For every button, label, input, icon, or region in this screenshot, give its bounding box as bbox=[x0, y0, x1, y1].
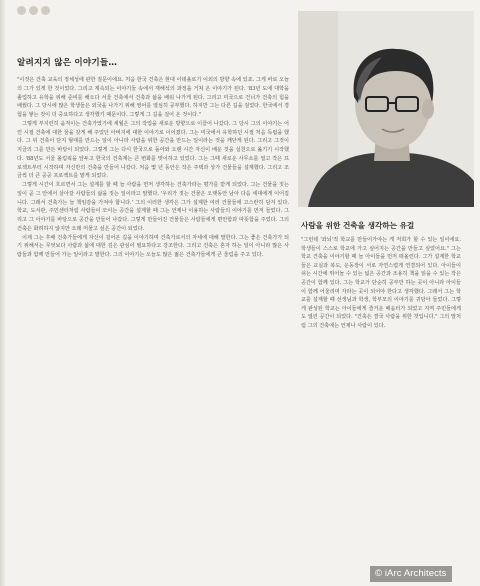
image-credit: © iArc Architects bbox=[370, 566, 452, 582]
right-column bbox=[301, 220, 461, 331]
page-binding-edge bbox=[0, 0, 6, 586]
header-ornament bbox=[17, 6, 53, 15]
architect-portrait-photo bbox=[298, 11, 474, 207]
ornament-dot bbox=[41, 6, 50, 15]
ornament-dot bbox=[29, 6, 38, 15]
right-section-title: 사람을 위한 건축을 생각하는 유걸 bbox=[301, 221, 415, 230]
section-title: 알려지지 않은 이야기들… bbox=[17, 58, 118, 68]
body-paragraph: 그렇게 부지런히 움직이는 건축가였기에 세월은 그의 작업을 새로운 방향으로 이끌어 나갔다. 그 당시 그의 이야기는 어린 시절 건축에 대한 꿈을 갖게 해 주었던 아버지에 대한 이야기로 이어졌다. 그는 미국에서 유학하던 시절 처음 독립을 했다. 그 뒤 건축이 단지 형태를 만드는 일이 아니라 사람을 위한 공간을 만드는 일이라는 것을 깨닫게 된다. 그리고 그것이 지금의 그를 만든 바탕이 되었다. 그렇게 그는 다시 한국으로 돌아와 오랜 시간 자신이 배운 것을 실천으로 옮기기 시작했다. '88년도 서울 올림픽을 앞두고 한국의 건축계는 큰 변화를 맞이하고 있었다. 그는 그때 새로운 사무소를 열고 작은 프로젝트부터 시작하며 자신만의 건축을 만들어 나갔다. 처음 몇 년 동안은 작은 주택과 상가 건물들을 설계했다. 그리고 조금씩 더 큰 공공 프로젝트를 맡게 되었다. bbox=[17, 120, 289, 180]
body-paragraph: "이것은 건축 교육의 정체성에 관한 질문이에요. 처음 한국 건축은 현대 이데올로기 이외의 방향 속에 있죠. 그게 바로 오늘의 그가 있게 한 것이었다. 그리고 계속되는 이야기들 속에서 재해석의 과정을 거쳐 온 이야기가 된다. '83년 도에 대학을 졸업하고 유학을 위해 준비를 해오다 서울 건축에서 건축과 삶을 배워 나가게 된다. 그리고 미국으로 건너가 건축의 힘을 배웠다. 그 당시에 많은 학생들은 외국을 나가기 위해 영어를 열심히 공부했다. 하지만 그는 다른 길을 걸었다. 한국에서 경험을 쌓는 것이 더 중요하다고 생각했기 때문이다. 그렇게 그 길을 걸어 온 것이다." bbox=[17, 77, 289, 118]
body-paragraph: 이제 그는 후배 건축가들에게 자신이 걸어온 길을 이야기하며 건축가로서의 자세에 대해 말한다. 그는 좋은 건축가가 되기 위해서는 무엇보다 사람과 삶에 대한 깊은 관심이 필요하다고 강조한다. 그리고 건축은 혼자 하는 일이 아니라 많은 사람들과 함께 만들어 가는 일이라고 말한다. 그의 이야기는 오늘도 많은 젊은 건축가들에게 큰 울림을 주고 있다. bbox=[17, 234, 289, 258]
right-body-paragraph: "그런데 '좌뇌'적 학교를 만들어가야는 게 저희가 할 수 있는 일이에요. 학생들이 스스로 학교에 가고 싶어지는 공간을 만들고 싶었어요." 그는 학교 건축을 이야기할 때 늘 아이들을 먼저 떠올린다. 그가 설계한 학교들은 교실과 복도, 운동장이 서로 자연스럽게 연결되어 있다. 아이들이 쉬는 시간에 뛰어놀 수 있는 넓은 공간과 조용히 책을 읽을 수 있는 작은 공간이 함께 있다. 그는 학교가 단순히 공부만 하는 곳이 아니라 아이들이 함께 어울리며 자라는 곳이 되어야 한다고 생각했다. 그래서 그는 학교를 설계할 때 선생님과 학생, 학부모의 이야기를 귀담아 들었다. 그렇게 완성된 학교는 아이들에게 즐거운 배움터가 되었고 지역 주민들에게도 열린 공간이 되었다. "건축은 결국 사람을 위한 것입니다." 그의 말처럼 그의 건축에는 언제나 사람이 있다. bbox=[301, 237, 461, 329]
ornament-dot bbox=[17, 6, 26, 15]
body-paragraph: 그렇게 시간이 흐르면서 그는 설계를 할 때 늘 사람을 먼저 생각하는 건축가라는 평가를 받게 되었다. 그는 건물을 짓는 일이 곧 그 안에서 살아갈 사람들의 삶을 짓는 일이라고 말했다. '우리가 짓는 건물은 오랫동안 남아 다음 세대에게 이어집니다. 그래서 건축가는 늘 책임감을 가져야 합니다.' 그의 이러한 생각은 그가 설계한 여러 건물들에 고스란히 담겨 있다. 학교, 도서관, 주민센터처럼 사람들이 모이는 공간을 설계할 때 그는 언제나 이용하는 사람들의 이야기를 먼저 들었다. 그리고 그 이야기를 바탕으로 공간을 만들어 나갔다. 그렇게 만들어진 건물들은 사람들에게 편안함과 따뜻함을 주었다. 그의 건축은 화려하지 않지만 오래 머물고 싶은 공간이 되었다. bbox=[17, 182, 289, 232]
left-column bbox=[17, 22, 289, 260]
portrait-image bbox=[298, 11, 474, 207]
